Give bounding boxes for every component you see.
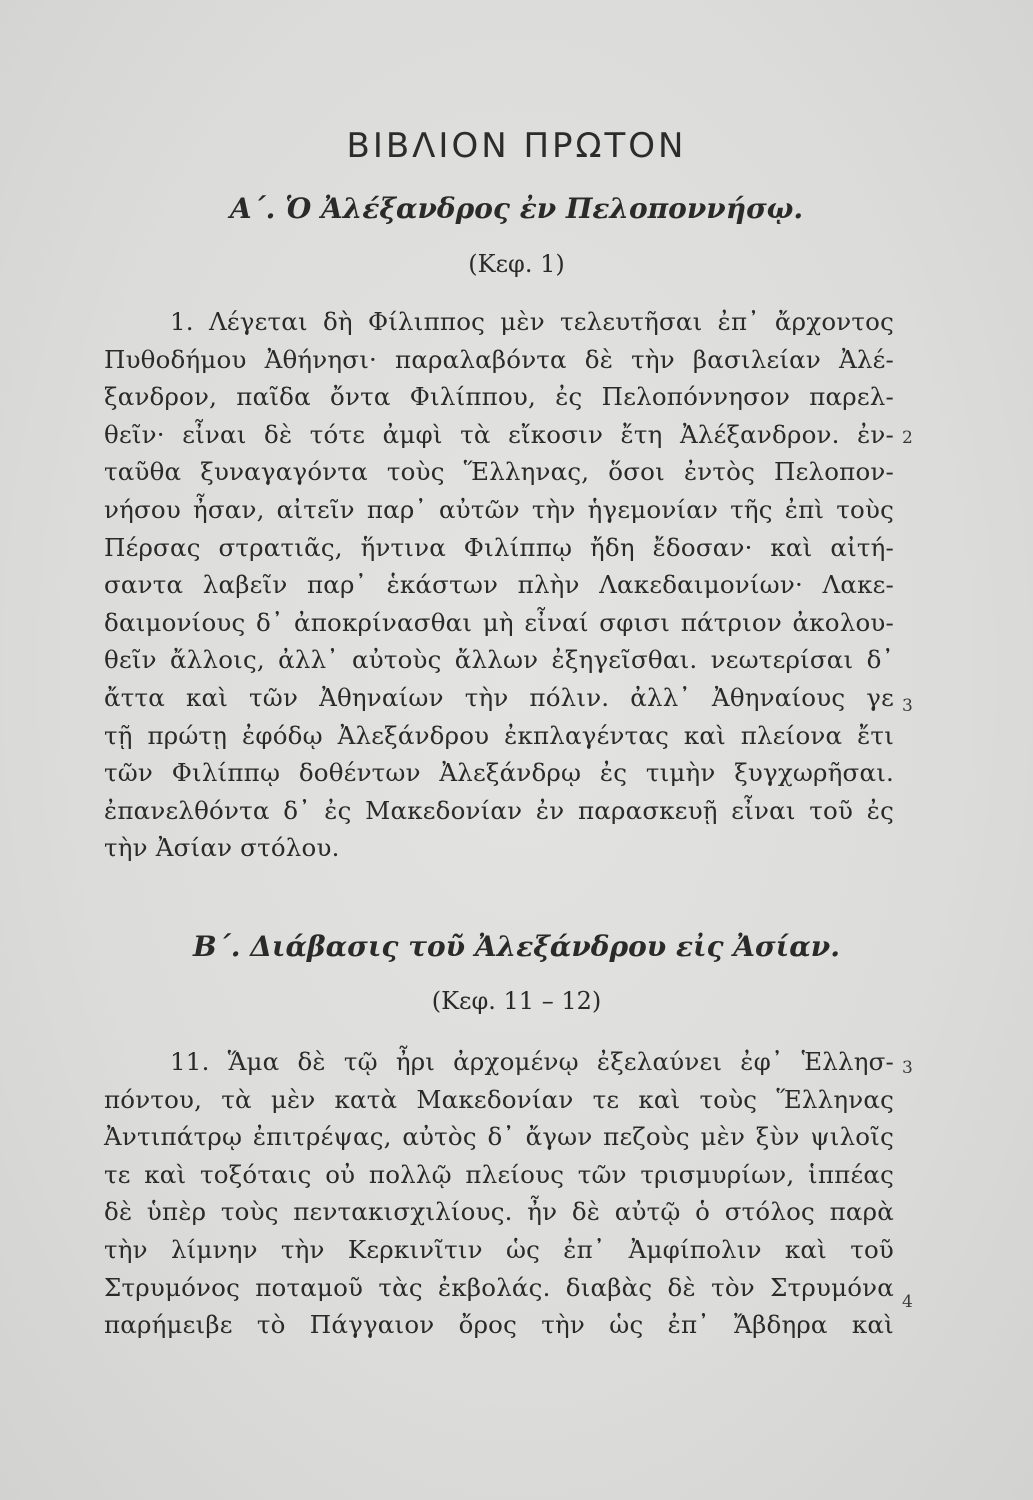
text-line: τὴν Ἀσίαν στόλου. bbox=[104, 833, 340, 863]
margin-section-number: 4 bbox=[902, 1292, 913, 1312]
text-line: ἄττα καὶ τῶν Ἀθηναίων τὴν πόλιν. ἀλλ᾽ Ἀθηναίους γε bbox=[104, 682, 894, 712]
text-line: τῶν Φιλίππῳ δοθέντων Ἀλεξάνδρῳ ἐς τιμὴν ξυγχωρῆσαι. bbox=[104, 758, 894, 788]
text-line: ἐπανελθόντα δ᾽ ἐς Μακεδονίαν ἐν παρασκευῇ εἶναι τοῦ ἐς bbox=[104, 795, 894, 825]
text-line: Στρυμόνος ποταμοῦ τὰς ἐκβολάς. διαβὰς δὲ τὸν Στρυμόνα bbox=[104, 1272, 894, 1302]
text-line: τὴν λίμνην τὴν Κερκινῖτιν ὡς ἐπ᾽ Ἀμφίπολιν καὶ τοῦ bbox=[104, 1234, 894, 1264]
text-line: τε καὶ τοξόταις οὐ πολλῷ πλείους τῶν τρισμυρίων, ἱππέας bbox=[104, 1159, 894, 1189]
text-line: θεῖν· εἶναι δὲ τότε ἀμφὶ τὰ εἴκοσιν ἔτη Ἀλέξανδρον. ἐν- bbox=[104, 419, 894, 449]
section-b-title: Β΄. Διάβασις τοῦ Ἀλεξάνδρου εἰς Ἀσίαν. bbox=[193, 930, 840, 963]
text-line: Ἀντιπάτρῳ ἐπιτρέψας, αὐτὸς δ᾽ ἄγων πεζοὺς μὲν ξὺν ψιλοῖς bbox=[104, 1122, 894, 1152]
section-b-chapter-ref: (Κεφ. 11 – 12) bbox=[431, 987, 602, 1015]
section-a-paragraph bbox=[104, 303, 894, 867]
text-line: νήσου ἦσαν, αἰτεῖν παρ᾽ αὐτῶν τὴν ἡγεμονίαν τῆς ἐπὶ τοὺς bbox=[104, 494, 894, 524]
text-line: παρήμειβε τὸ Πάγγαιον ὄρος τὴν ὡς ἐπ᾽ Ἄβδηρα καὶ bbox=[104, 1310, 894, 1340]
margin-section-number: 3 bbox=[902, 1058, 913, 1078]
text-line: Πυθοδήμου Ἀθήνησι· παραλαβόντα δὲ τὴν βασιλείαν Ἀλέ- bbox=[104, 344, 894, 374]
text-line: ξανδρον, παῖδα ὄντα Φιλίππου, ἐς Πελοπόννησον παρελ- bbox=[104, 382, 894, 412]
text-line: τῇ πρώτῃ ἐφόδῳ Ἀλεξάνδρου ἐκπλαγέντας καὶ πλείονα ἔτι bbox=[104, 720, 894, 750]
section-a-chapter-ref: (Κεφ. 1) bbox=[468, 250, 565, 278]
text-line: θεῖν ἄλλοις, ἀλλ᾽ αὐτοὺς ἄλλων ἐξηγεῖσθαι. νεωτερίσαι δ᾽ bbox=[104, 645, 894, 675]
text-line: πόντου, τὰ μὲν κατὰ Μακεδονίαν τε καὶ τοὺς Ἕλληνας bbox=[104, 1084, 894, 1114]
book-title: ΒΙΒΛΙΟΝ ΠΡΩΤΟΝ bbox=[346, 126, 687, 166]
text-line: σαντα λαβεῖν παρ᾽ ἑκάστων πλὴν Λακεδαιμονίων· Λακε- bbox=[104, 570, 894, 600]
section-a-title: Α΄. Ὁ Ἀλέξανδρος ἐν Πελοποννήσῳ. bbox=[229, 192, 804, 225]
text-line: δαιμονίους δ᾽ ἀποκρίνασθαι μὴ εἶναί σφισι πάτριον ἀκολου- bbox=[104, 607, 894, 637]
margin-section-number: 2 bbox=[902, 428, 913, 448]
margin-section-number: 3 bbox=[902, 696, 913, 716]
section-b-paragraph bbox=[104, 1043, 894, 1344]
text-line: ταῦθα ξυναγαγόντα τοὺς Ἕλληνας, ὅσοι ἐντὸς Πελοπον- bbox=[104, 457, 894, 487]
text-line: 1. Λέγεται δὴ Φίλιππος μὲν τελευτῆσαι ἐπ᾽ ἄρχοντος bbox=[170, 307, 894, 336]
text-line: Πέρσας στρατιᾶς, ἥντινα Φιλίππῳ ἤδη ἔδοσαν· καὶ αἰτή- bbox=[104, 532, 894, 562]
text-line: 11. Ἅμα δὲ τῷ ἦρι ἀρχομένῳ ἐξελαύνει ἐφ᾽ Ἑλλησ- bbox=[170, 1047, 894, 1076]
text-line: δὲ ὑπὲρ τοὺς πεντακισχιλίους. ἦν δὲ αὐτῷ ὁ στόλος παρὰ bbox=[104, 1197, 894, 1227]
